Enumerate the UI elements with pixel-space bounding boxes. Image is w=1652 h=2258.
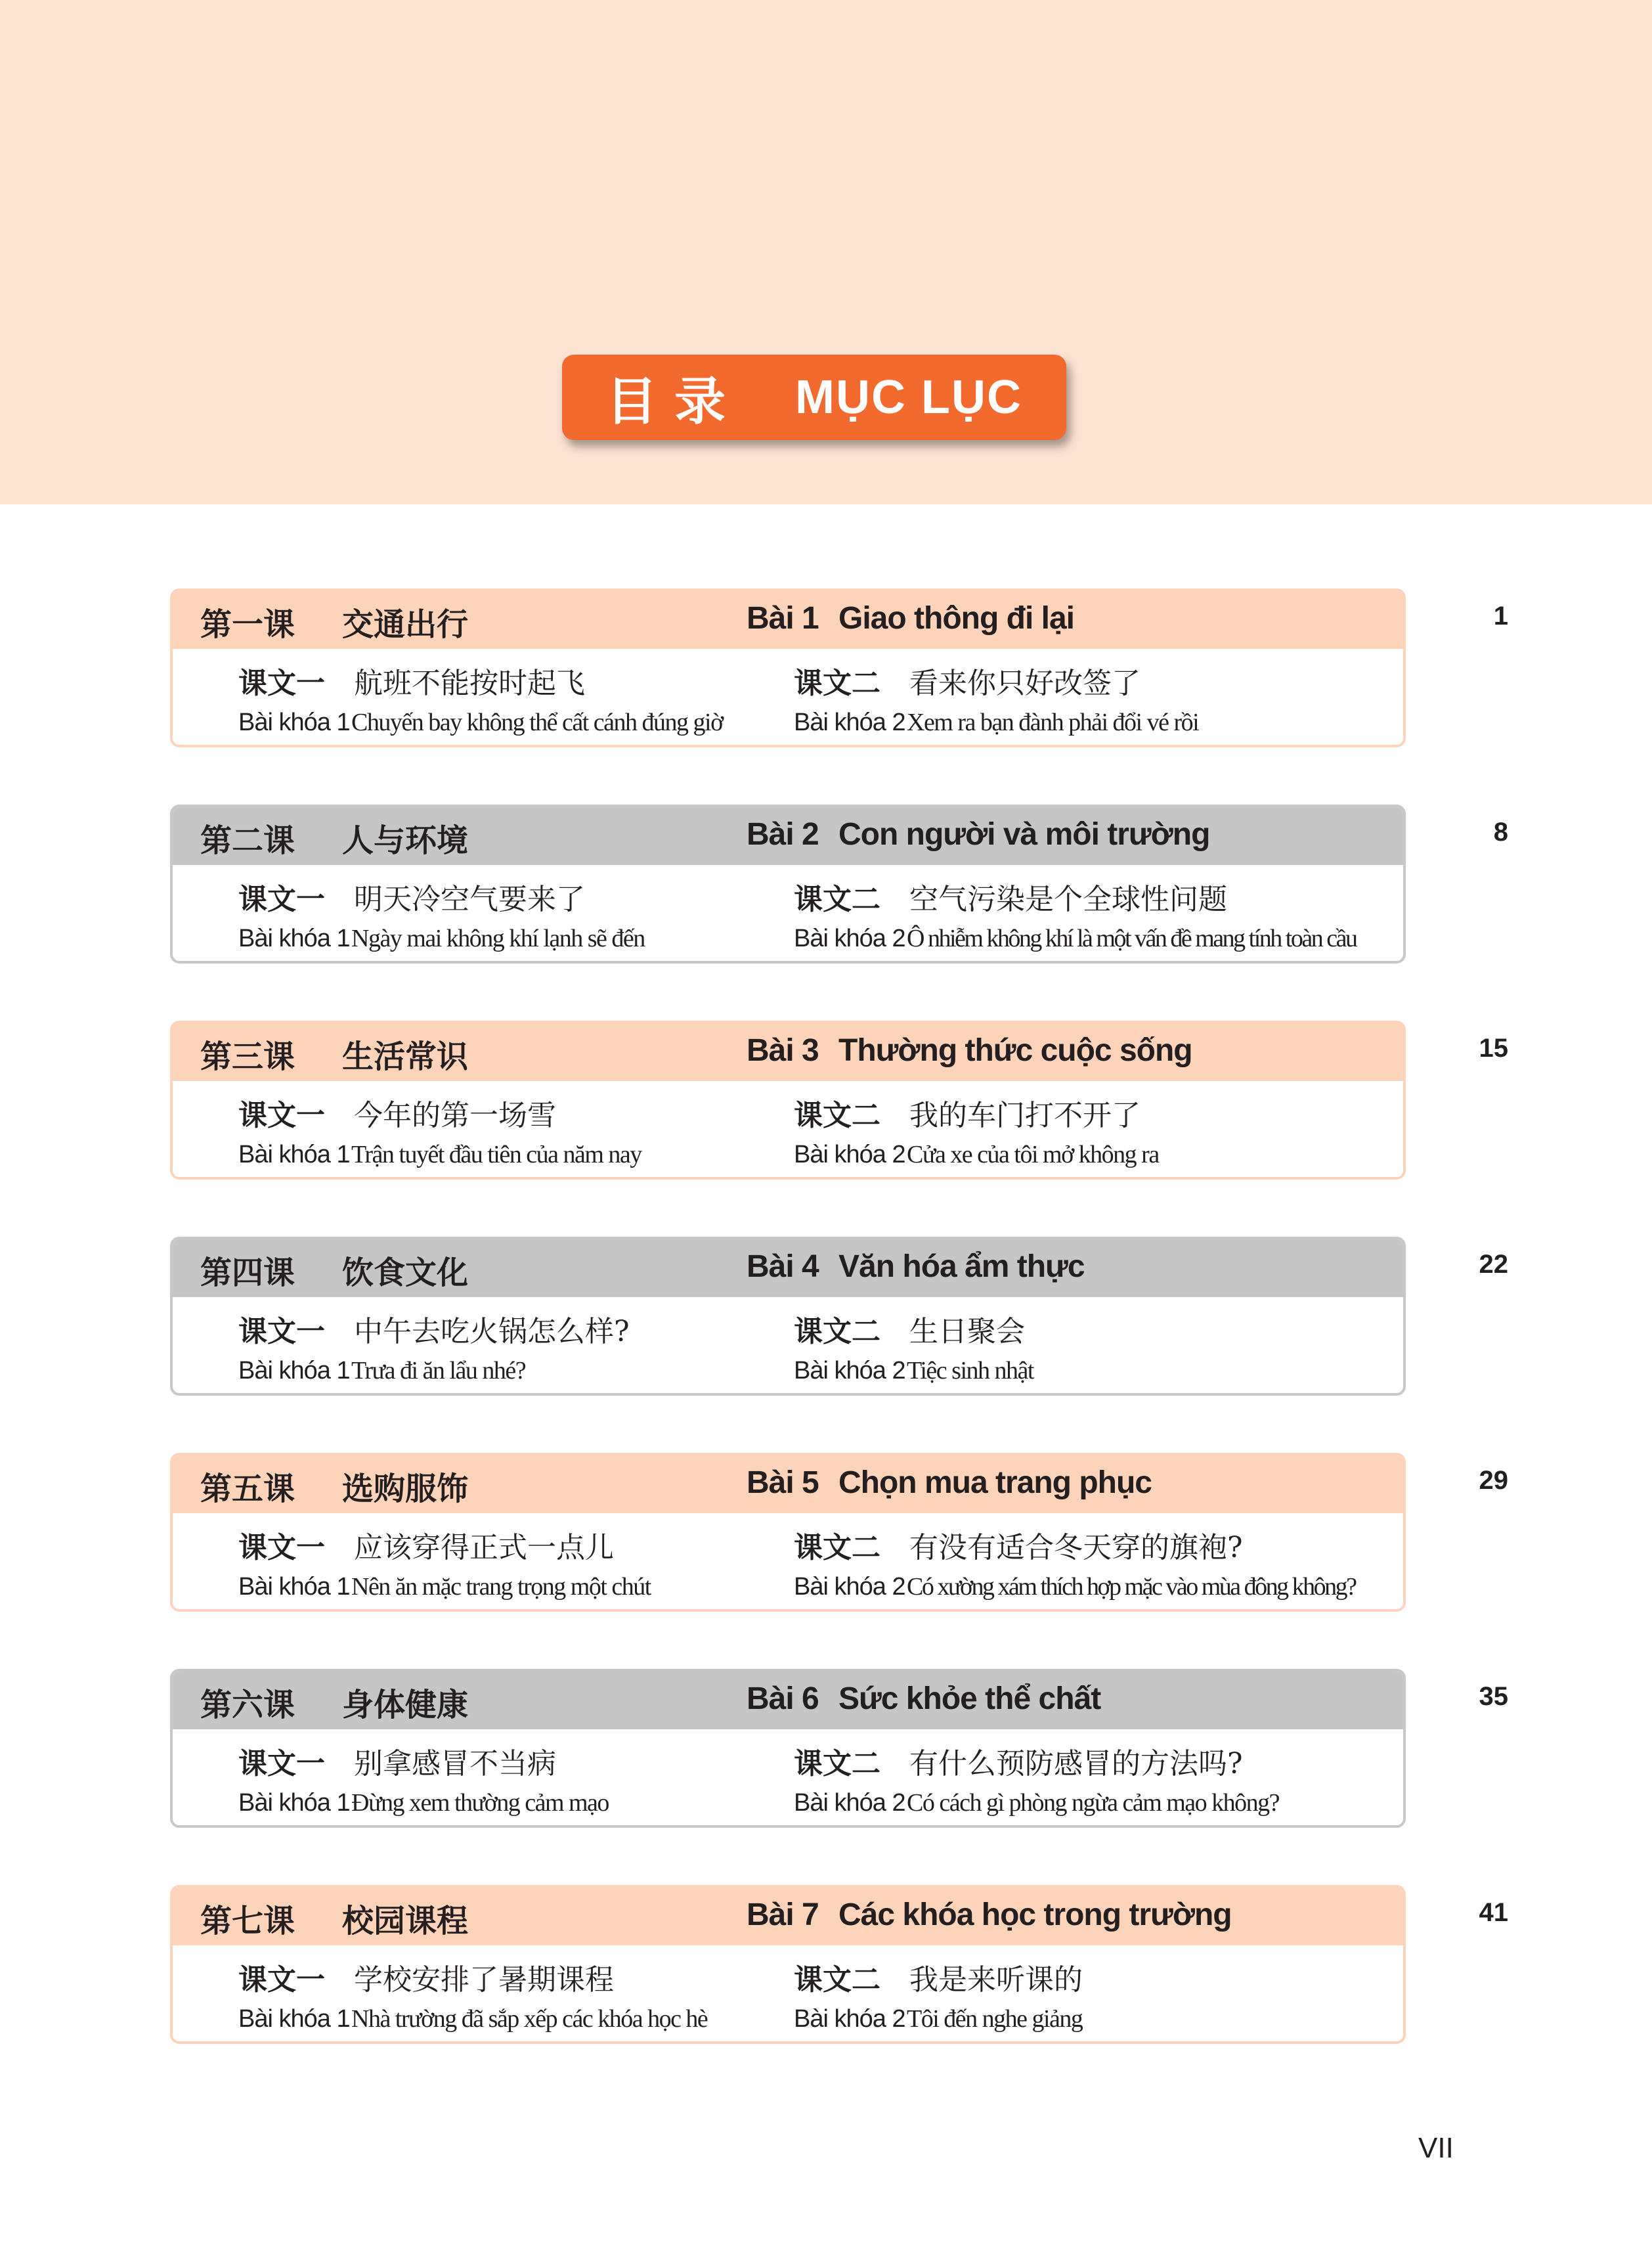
lesson-entry-6[interactable] [170, 1669, 1508, 1833]
lesson-title-vi: Giao thông đi lại [838, 601, 1074, 636]
text2-vi: Bài khóa 2Tôi đến nghe giảng [794, 2005, 1083, 2033]
lesson-box [170, 588, 1406, 747]
lesson-entry-7[interactable] [170, 1885, 1508, 2049]
lesson-entry-3[interactable] [170, 1021, 1508, 1185]
lesson-title-zh: 选购服饰 [342, 1471, 469, 1507]
lesson-number-vi: Bài 5 [747, 1465, 819, 1500]
text2-zh: 课文二 有什么预防感冒的方法吗? [794, 1747, 1243, 1781]
text1-zh: 课文一 明天冷空气要来了 [238, 883, 585, 916]
lesson-header [173, 807, 1403, 865]
lesson-title-vi: Các khóa học trong trường [838, 1897, 1232, 1932]
text1-vi: Bài khóa 1Ngày mai không khí lạnh sẽ đến [238, 925, 645, 952]
lesson-title-vi: Thường thức cuộc sống [838, 1033, 1192, 1068]
text1-zh: 课文一 应该穿得正式一点儿 [238, 1531, 614, 1564]
title-zh: 目录 [606, 372, 743, 432]
text2-zh: 课文二 我的车门打不开了 [794, 1099, 1141, 1132]
text2-zh: 课文二 看来你只好改签了 [794, 667, 1141, 700]
text1-zh: 课文一 学校安排了暑期课程 [238, 1963, 614, 1997]
lesson-number-zh: 第二课 [200, 822, 295, 859]
text1-vi: Bài khóa 1Trận tuyết đầu tiên của năm nay [238, 1141, 641, 1168]
text2-zh: 课文二 生日聚会 [794, 1315, 1025, 1348]
lesson-number-zh: 第一课 [200, 606, 295, 643]
lesson-number-vi: Bài 6 [747, 1681, 819, 1716]
lesson-title-vi: Sức khỏe thể chất [838, 1681, 1101, 1716]
lesson-header [173, 1455, 1403, 1513]
lesson-number-vi: Bài 2 [747, 817, 819, 852]
text1-vi: Bài khóa 1Chuyến bay không thể cất cánh đúng giờ [238, 709, 723, 736]
lesson-title-zh: 人与环境 [342, 822, 469, 859]
text2-vi: Bài khóa 2Có cách gì phòng ngừa cảm mạo không? [794, 1789, 1280, 1817]
lesson-entry-2[interactable] [170, 805, 1508, 969]
lesson-box [170, 805, 1406, 963]
text1-vi: Bài khóa 1Trưa đi ăn lẩu nhé? [238, 1357, 526, 1384]
lesson-title-vi: Con người và môi trường [838, 817, 1210, 852]
lesson-box [170, 1669, 1406, 1828]
text2-zh: 课文二 我是来听课的 [794, 1963, 1083, 1997]
title-vi: MỤC LỤC [795, 371, 1022, 424]
footer-page-number: VII [1418, 2132, 1454, 2164]
lesson-box [170, 1453, 1406, 1612]
text2-vi: Bài khóa 2Cửa xe của tôi mở không ra [794, 1141, 1159, 1168]
lesson-box [170, 1237, 1406, 1396]
lesson-title-vi: Văn hóa ẩm thực [838, 1249, 1085, 1284]
page-number: 1 [1493, 602, 1508, 631]
page-number: 29 [1479, 1466, 1508, 1495]
lesson-title-zh: 交通出行 [342, 606, 469, 643]
text2-zh: 课文二 空气污染是个全球性问题 [794, 883, 1227, 916]
lesson-title-zh: 校园课程 [342, 1903, 469, 1939]
text2-zh: 课文二 有没有适合冬天穿的旗袍? [794, 1531, 1243, 1564]
lesson-header [173, 1888, 1403, 1945]
lesson-number-zh: 第七课 [200, 1903, 295, 1939]
lesson-number-vi: Bài 7 [747, 1897, 819, 1932]
page-number: 15 [1479, 1034, 1508, 1063]
lesson-header [173, 591, 1403, 649]
lesson-header [173, 1671, 1403, 1729]
lesson-title-zh: 生活常识 [342, 1038, 469, 1075]
lesson-number-zh: 第六课 [200, 1687, 295, 1723]
lesson-title-zh: 饮食文化 [342, 1254, 469, 1291]
lesson-number-zh: 第五课 [200, 1471, 295, 1507]
text2-vi: Bài khóa 2Xem ra bạn đành phải đổi vé rồi [794, 709, 1199, 736]
lesson-entry-5[interactable] [170, 1453, 1508, 1617]
text1-zh: 课文一 今年的第一场雪 [238, 1099, 556, 1132]
lesson-number-vi: Bài 1 [747, 601, 819, 636]
toc-title-badge [562, 355, 1066, 440]
lesson-number-zh: 第三课 [200, 1038, 295, 1075]
text1-zh: 课文一 航班不能按时起飞 [238, 667, 585, 700]
text1-zh: 课文一 中午去吃火锅怎么样? [238, 1315, 630, 1348]
page-number: 35 [1479, 1682, 1508, 1711]
lesson-title-zh: 身体健康 [342, 1687, 469, 1723]
lesson-box [170, 1021, 1406, 1180]
text1-vi: Bài khóa 1Đừng xem thường cảm mạo [238, 1789, 609, 1817]
page-number: 41 [1479, 1898, 1508, 1927]
page-number: 22 [1479, 1250, 1508, 1279]
text1-vi: Bài khóa 1Nên ăn mặc trang trọng một chút [238, 1573, 651, 1601]
page-number: 8 [1493, 818, 1508, 847]
lesson-entry-1[interactable] [170, 588, 1508, 753]
lesson-number-vi: Bài 3 [747, 1033, 819, 1068]
lesson-entry-4[interactable] [170, 1237, 1508, 1401]
text1-zh: 课文一 别拿感冒不当病 [238, 1747, 556, 1781]
lesson-number-zh: 第四课 [200, 1254, 295, 1291]
text2-vi: Bài khóa 2Tiệc sinh nhật [794, 1357, 1033, 1384]
text1-vi: Bài khóa 1Nhà trường đã sắp xếp các khóa học hè [238, 2005, 708, 2033]
lesson-box [170, 1885, 1406, 2044]
text2-vi: Bài khóa 2Có xường xám thích hợp mặc vào mùa đông không? [794, 1573, 1356, 1601]
lesson-number-vi: Bài 4 [747, 1249, 819, 1284]
lesson-header [173, 1023, 1403, 1081]
text2-vi: Bài khóa 2Ô nhiễm không khí là một vấn đề mang tính toàn cầu [794, 925, 1357, 952]
lesson-title-vi: Chọn mua trang phục [838, 1465, 1152, 1500]
lesson-header [173, 1239, 1403, 1297]
